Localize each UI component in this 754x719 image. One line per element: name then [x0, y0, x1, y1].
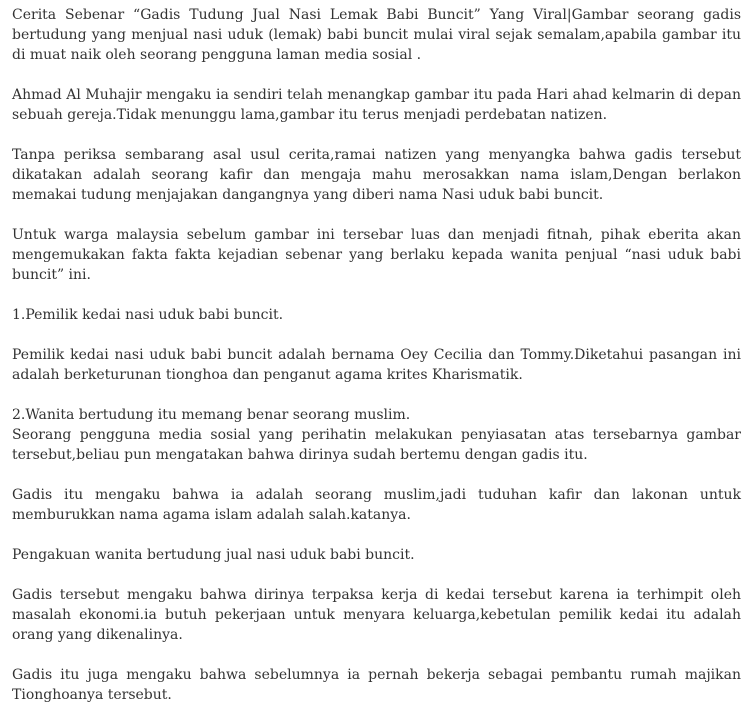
- paragraph-muslim-claim: Gadis itu mengaku bahwa ia adalah seorang muslim,jadi tuduhan kafir dan lakonan untuk memburukkan nama agama islam adalah salah.katanya.: [12, 487, 741, 523]
- heading-point-2: 2.Wanita bertudung itu memang benar seorang muslim.: [12, 407, 411, 423]
- paragraph-investigation: Seorang pengguna media sosial yang perihatin melakukan penyiasatan atas tersebarnya gambar tersebut,beliau pun mengatakan bahwa dirinya sudah bertemu dengan gadis itu.: [12, 427, 741, 463]
- paragraph-photographer: Ahmad Al Muhajir mengaku ia sendiri telah menangkap gambar itu pada Hari ahad kelmarin di depan sebuah gereja.Tidak menunggu lama,gambar itu terus menjadi perdebatan natizen.: [12, 87, 741, 123]
- paragraph-facts-intro: Untuk warga malaysia sebelum gambar ini tersebar luas dan menjadi fitnah, pihak eberita akan mengemukakan fakta fakta kejadian sebenar yang berlaku kepada wanita penjual “nasi uduk babi buncit” ini.: [12, 227, 741, 283]
- article-body: [12, 5, 741, 705]
- paragraph-intro: Cerita Sebenar “Gadis Tudung Jual Nasi Lemak Babi Buncit” Yang Viral|Gambar seorang gadis bertudung yang menjual nasi uduk (lemak) babi buncit mulai viral sejak semalam,apabila gambar itu di muat naik oleh seorang pengguna laman media sosial .: [12, 7, 741, 63]
- heading-confession: Pengakuan wanita bertudung jual nasi uduk babi buncit.: [12, 547, 415, 563]
- paragraph-prior-work: Gadis itu juga mengaku bahwa sebelumnya ia pernah bekerja sebagai pembantu rumah majikan Tionghoanya tersebut.: [12, 667, 741, 703]
- paragraph-netizen-reaction: Tanpa periksa sembarang asal usul cerita,ramai natizen yang menyangka bahwa gadis tersebut dikatakan adalah seorang kafir dan mengaja mahu merosakkan nama islam,Dengan berlakon memakai tudung menjajakan dangangnya yang diberi nama Nasi uduk babi buncit.: [12, 147, 741, 203]
- heading-point-1: 1.Pemilik kedai nasi uduk babi buncit.: [12, 307, 284, 323]
- paragraph-economic-reason: Gadis tersebut mengaku bahwa dirinya terpaksa kerja di kedai tersebut karena ia terhimpit oleh masalah ekonomi.ia butuh pekerjaan untuk menyara keluarga,kebetulan pemilik kedai itu adalah orang yang dikenalinya.: [12, 587, 741, 643]
- paragraph-shop-owner: Pemilik kedai nasi uduk babi buncit adalah bernama Oey Cecilia dan Tommy.Diketahui pasangan ini adalah berketurunan tionghoa dan penganut agama krites Kharismatik.: [12, 347, 741, 383]
